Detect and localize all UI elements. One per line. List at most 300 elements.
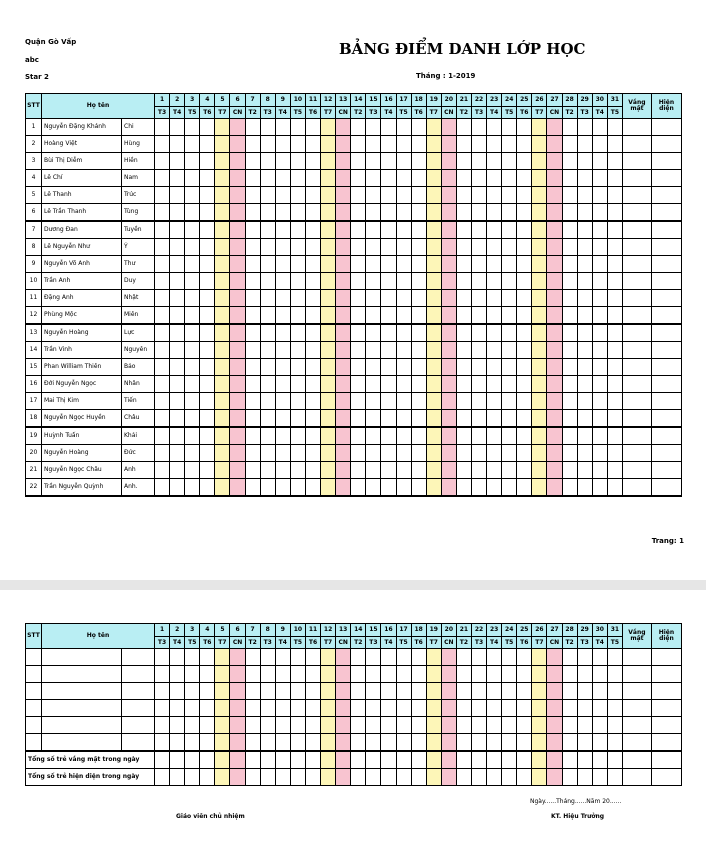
attendance-cell: [230, 256, 245, 273]
attendance-cell: [366, 290, 381, 307]
weekday-header: T3: [577, 637, 592, 649]
attendance-cell: [592, 170, 607, 187]
total-cell: [592, 769, 607, 786]
attendance-cell: [260, 136, 275, 153]
attendance-cell: [532, 462, 547, 479]
day-header: 6: [230, 624, 245, 637]
attendance-cell: [592, 683, 607, 700]
attendance-cell: [245, 221, 260, 239]
attendance-cell: [517, 204, 532, 222]
attendance-cell: [366, 410, 381, 428]
day-header: 4: [200, 94, 215, 107]
attendance-cell: [592, 221, 607, 239]
present-count-cell: [651, 136, 681, 153]
attendance-cell: [381, 307, 396, 325]
attendance-cell: [577, 479, 592, 497]
student-stt: 7: [26, 221, 42, 239]
attendance-cell: [396, 256, 411, 273]
student-stt: 1: [26, 119, 42, 136]
total-cell: [411, 769, 426, 786]
attendance-cell: [245, 170, 260, 187]
attendance-cell: [275, 462, 290, 479]
attendance-cell: [487, 427, 502, 445]
total-cell: [290, 769, 305, 786]
attendance-cell: [502, 479, 517, 497]
attendance-cell: [336, 187, 351, 204]
blank-student-row: [26, 683, 682, 700]
student-row: [26, 119, 682, 136]
attendance-cell: [155, 273, 170, 290]
attendance-cell: [290, 700, 305, 717]
day-header: 6: [230, 94, 245, 107]
student-row: [26, 324, 682, 342]
attendance-cell: [245, 462, 260, 479]
total-cell: [336, 751, 351, 769]
attendance-cell: [275, 649, 290, 666]
attendance-cell: [577, 187, 592, 204]
attendance-cell: [562, 342, 577, 359]
attendance-cell: [275, 290, 290, 307]
blank-student-row: [26, 734, 682, 752]
attendance-cell: [547, 479, 562, 497]
attendance-cell: [185, 119, 200, 136]
attendance-cell: [577, 376, 592, 393]
attendance-cell: [502, 649, 517, 666]
weekday-header: CN: [547, 637, 562, 649]
attendance-cell: [351, 239, 366, 256]
attendance-cell: [517, 324, 532, 342]
present-count-cell: [651, 239, 681, 256]
attendance-page-2: [0, 590, 706, 841]
attendance-cell: [290, 290, 305, 307]
total-cell: [532, 769, 547, 786]
attendance-cell: [532, 445, 547, 462]
total-present-cell: [651, 769, 681, 786]
student-first-name: Trúc: [122, 187, 155, 204]
attendance-cell: [607, 342, 622, 359]
attendance-cell: [456, 221, 471, 239]
attendance-cell: [305, 256, 320, 273]
attendance-cell: [230, 221, 245, 239]
absent-count-cell: [622, 119, 651, 136]
student-first-name: [122, 666, 155, 683]
attendance-cell: [215, 462, 230, 479]
total-cell: [562, 769, 577, 786]
attendance-cell: [532, 119, 547, 136]
day-header: 14: [351, 94, 366, 107]
student-first-name: Bảo: [122, 359, 155, 376]
attendance-cell: [562, 359, 577, 376]
attendance-cell: [411, 136, 426, 153]
day-header: 31: [607, 94, 622, 107]
attendance-cell: [471, 290, 486, 307]
day-header: 27: [547, 624, 562, 637]
attendance-cell: [517, 256, 532, 273]
attendance-cell: [471, 734, 486, 752]
attendance-cell: [441, 136, 456, 153]
attendance-cell: [547, 683, 562, 700]
attendance-cell: [502, 187, 517, 204]
attendance-cell: [502, 410, 517, 428]
total-cell: [577, 751, 592, 769]
attendance-cell: [577, 221, 592, 239]
attendance-cell: [155, 393, 170, 410]
attendance-cell: [456, 136, 471, 153]
attendance-cell: [471, 683, 486, 700]
attendance-cell: [245, 376, 260, 393]
attendance-cell: [290, 342, 305, 359]
attendance-cell: [200, 700, 215, 717]
student-stt: 9: [26, 256, 42, 273]
total-cell: [321, 751, 336, 769]
attendance-cell: [562, 445, 577, 462]
weekday-header: T4: [381, 107, 396, 119]
day-header: 8: [260, 94, 275, 107]
attendance-cell: [381, 342, 396, 359]
attendance-cell: [562, 256, 577, 273]
attendance-cell: [290, 717, 305, 734]
attendance-cell: [215, 273, 230, 290]
attendance-cell: [170, 683, 185, 700]
attendance-cell: [411, 119, 426, 136]
total-cell: [260, 769, 275, 786]
attendance-cell: [562, 290, 577, 307]
attendance-cell: [396, 479, 411, 497]
attendance-cell: [200, 376, 215, 393]
attendance-cell: [200, 119, 215, 136]
attendance-cell: [592, 734, 607, 752]
day-header: 26: [532, 624, 547, 637]
student-first-name: Khải: [122, 427, 155, 445]
attendance-cell: [366, 376, 381, 393]
attendance-cell: [155, 239, 170, 256]
student-last-name: Lê Chí: [42, 170, 122, 187]
attendance-cell: [562, 649, 577, 666]
attendance-cell: [170, 307, 185, 325]
attendance-cell: [547, 342, 562, 359]
total-cell: [502, 769, 517, 786]
attendance-cell: [351, 290, 366, 307]
attendance-cell: [155, 649, 170, 666]
attendance-cell: [245, 256, 260, 273]
attendance-cell: [351, 119, 366, 136]
attendance-cell: [502, 221, 517, 239]
day-header: 30: [592, 94, 607, 107]
attendance-cell: [456, 187, 471, 204]
attendance-cell: [562, 153, 577, 170]
attendance-cell: [456, 393, 471, 410]
attendance-cell: [456, 376, 471, 393]
attendance-cell: [185, 153, 200, 170]
attendance-cell: [607, 204, 622, 222]
attendance-cell: [411, 734, 426, 752]
total-cell: [290, 751, 305, 769]
attendance-cell: [487, 666, 502, 683]
attendance-cell: [305, 136, 320, 153]
total-cell: [155, 769, 170, 786]
attendance-cell: [381, 683, 396, 700]
attendance-cell: [155, 256, 170, 273]
attendance-cell: [275, 700, 290, 717]
attendance-cell: [351, 717, 366, 734]
absent-count-cell: [622, 307, 651, 325]
attendance-cell: [215, 734, 230, 752]
col-header-absent: Vắng mặt: [622, 624, 651, 649]
total-cell: [532, 751, 547, 769]
attendance-cell: [230, 649, 245, 666]
attendance-cell: [155, 153, 170, 170]
attendance-cell: [592, 427, 607, 445]
attendance-cell: [305, 479, 320, 497]
attendance-cell: [230, 393, 245, 410]
student-stt: 11: [26, 290, 42, 307]
attendance-cell: [321, 462, 336, 479]
total-cell: [502, 751, 517, 769]
attendance-cell: [487, 393, 502, 410]
attendance-cell: [562, 187, 577, 204]
attendance-cell: [200, 290, 215, 307]
day-header: 15: [366, 624, 381, 637]
attendance-cell: [336, 410, 351, 428]
weekday-header: T2: [245, 637, 260, 649]
day-header: 10: [290, 94, 305, 107]
student-stt: 5: [26, 187, 42, 204]
attendance-cell: [215, 717, 230, 734]
absent-count-cell: [622, 717, 651, 734]
attendance-cell: [245, 445, 260, 462]
attendance-cell: [517, 462, 532, 479]
attendance-cell: [260, 666, 275, 683]
attendance-cell: [336, 119, 351, 136]
attendance-cell: [200, 359, 215, 376]
attendance-cell: [275, 273, 290, 290]
attendance-cell: [487, 479, 502, 497]
day-header: 28: [562, 94, 577, 107]
attendance-cell: [396, 427, 411, 445]
attendance-cell: [275, 136, 290, 153]
attendance-cell: [456, 153, 471, 170]
attendance-cell: [517, 479, 532, 497]
attendance-cell: [260, 734, 275, 752]
attendance-cell: [290, 462, 305, 479]
attendance-cell: [577, 170, 592, 187]
attendance-cell: [547, 445, 562, 462]
attendance-cell: [547, 410, 562, 428]
attendance-cell: [170, 359, 185, 376]
attendance-cell: [487, 376, 502, 393]
attendance-cell: [547, 221, 562, 239]
attendance-cell: [260, 187, 275, 204]
attendance-cell: [396, 700, 411, 717]
attendance-cell: [336, 153, 351, 170]
attendance-cell: [577, 427, 592, 445]
attendance-cell: [426, 666, 441, 683]
attendance-cell: [592, 700, 607, 717]
weekday-header: T4: [275, 637, 290, 649]
total-cell: [471, 751, 486, 769]
present-count-cell: [651, 734, 681, 752]
absent-count-cell: [622, 410, 651, 428]
attendance-cell: [366, 342, 381, 359]
attendance-cell: [230, 445, 245, 462]
attendance-cell: [487, 359, 502, 376]
attendance-cell: [185, 376, 200, 393]
attendance-cell: [532, 273, 547, 290]
weekday-header: T5: [502, 107, 517, 119]
attendance-cell: [260, 170, 275, 187]
attendance-cell: [532, 700, 547, 717]
attendance-cell: [366, 666, 381, 683]
student-stt: 13: [26, 324, 42, 342]
attendance-cell: [230, 324, 245, 342]
absent-count-cell: [622, 445, 651, 462]
attendance-cell: [336, 136, 351, 153]
attendance-cell: [200, 273, 215, 290]
student-row: [26, 342, 682, 359]
total-present-row: [26, 769, 682, 786]
attendance-cell: [170, 462, 185, 479]
attendance-cell: [170, 427, 185, 445]
total-cell: [607, 769, 622, 786]
attendance-cell: [336, 204, 351, 222]
attendance-cell: [396, 462, 411, 479]
attendance-cell: [336, 462, 351, 479]
attendance-cell: [305, 221, 320, 239]
attendance-cell: [411, 256, 426, 273]
page-title: BẢNG ĐIỂM DANH LỚP HỌC: [339, 40, 586, 58]
attendance-cell: [290, 170, 305, 187]
attendance-cell: [441, 359, 456, 376]
attendance-cell: [230, 136, 245, 153]
attendance-cell: [185, 239, 200, 256]
attendance-cell: [260, 221, 275, 239]
attendance-cell: [185, 666, 200, 683]
col-header-present: Hiện diện: [651, 94, 681, 119]
attendance-cell: [200, 204, 215, 222]
attendance-cell: [275, 342, 290, 359]
day-header: 1: [155, 94, 170, 107]
attendance-cell: [351, 324, 366, 342]
attendance-cell: [200, 170, 215, 187]
attendance-cell: [321, 445, 336, 462]
attendance-cell: [456, 256, 471, 273]
weekday-header: T6: [411, 107, 426, 119]
col-header-absent: Vắng mặt: [622, 94, 651, 119]
attendance-cell: [170, 170, 185, 187]
attendance-cell: [336, 290, 351, 307]
day-header: 7: [245, 624, 260, 637]
student-last-name: Nguyễn Ngọc Châu: [42, 462, 122, 479]
weekday-header: T6: [411, 637, 426, 649]
attendance-cell: [351, 427, 366, 445]
weekday-header: T3: [577, 107, 592, 119]
attendance-cell: [260, 359, 275, 376]
total-cell: [245, 769, 260, 786]
attendance-cell: [275, 427, 290, 445]
total-cell: [155, 751, 170, 769]
attendance-cell: [441, 153, 456, 170]
attendance-cell: [396, 342, 411, 359]
attendance-cell: [592, 393, 607, 410]
total-cell: [185, 769, 200, 786]
attendance-cell: [607, 239, 622, 256]
blank-student-row: [26, 666, 682, 683]
attendance-cell: [245, 700, 260, 717]
attendance-cell: [456, 479, 471, 497]
day-header: 19: [426, 624, 441, 637]
absent-count-cell: [622, 221, 651, 239]
attendance-cell: [592, 410, 607, 428]
attendance-cell: [381, 359, 396, 376]
attendance-cell: [215, 136, 230, 153]
attendance-cell: [517, 649, 532, 666]
attendance-cell: [547, 170, 562, 187]
attendance-cell: [487, 307, 502, 325]
attendance-cell: [245, 717, 260, 734]
student-stt: 10: [26, 273, 42, 290]
day-header: 2: [170, 94, 185, 107]
attendance-cell: [547, 187, 562, 204]
attendance-cell: [260, 256, 275, 273]
student-last-name: Phùng Mộc: [42, 307, 122, 325]
student-first-name: Tùng: [122, 204, 155, 222]
attendance-cell: [321, 649, 336, 666]
attendance-cell: [441, 170, 456, 187]
absent-count-cell: [622, 187, 651, 204]
student-last-name: Nguyễn Đặng Khánh: [42, 119, 122, 136]
attendance-cell: [517, 273, 532, 290]
attendance-cell: [155, 187, 170, 204]
attendance-cell: [215, 359, 230, 376]
attendance-cell: [577, 717, 592, 734]
page-separator: [0, 580, 706, 590]
day-header: 25: [517, 94, 532, 107]
day-header: 17: [396, 94, 411, 107]
attendance-cell: [456, 717, 471, 734]
attendance-cell: [607, 666, 622, 683]
attendance-cell: [502, 734, 517, 752]
attendance-cell: [351, 666, 366, 683]
attendance-cell: [426, 170, 441, 187]
attendance-cell: [230, 153, 245, 170]
student-stt: [26, 666, 42, 683]
attendance-cell: [275, 256, 290, 273]
header-row-days: [26, 624, 682, 637]
day-header: 27: [547, 94, 562, 107]
col-header-name: Họ tên: [42, 94, 155, 119]
attendance-cell: [200, 256, 215, 273]
attendance-cell: [200, 239, 215, 256]
attendance-cell: [260, 119, 275, 136]
total-cell: [517, 769, 532, 786]
attendance-cell: [155, 479, 170, 497]
attendance-cell: [305, 410, 320, 428]
weekday-header: T3: [155, 637, 170, 649]
attendance-cell: [517, 376, 532, 393]
attendance-cell: [532, 649, 547, 666]
weekday-header: T2: [245, 107, 260, 119]
attendance-cell: [381, 462, 396, 479]
attendance-cell: [532, 239, 547, 256]
principal-signature-label: KT. Hiệu Trưởng: [551, 813, 605, 820]
attendance-cell: [351, 359, 366, 376]
attendance-cell: [305, 462, 320, 479]
attendance-cell: [290, 119, 305, 136]
attendance-cell: [471, 666, 486, 683]
attendance-cell: [275, 359, 290, 376]
student-last-name: Nguyễn Hoàng: [42, 324, 122, 342]
attendance-cell: [471, 717, 486, 734]
